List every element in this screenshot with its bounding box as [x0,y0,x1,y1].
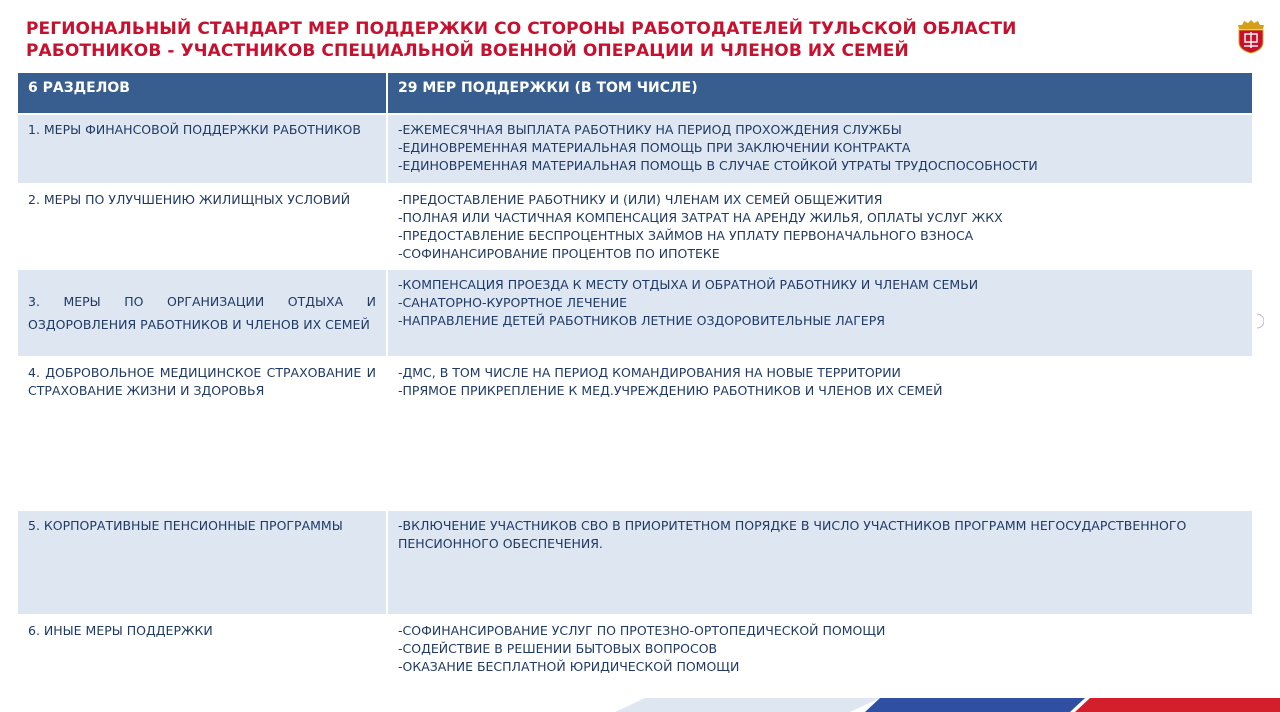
page-title-line-2: РАБОТНИКОВ - УЧАСТНИКОВ СПЕЦИАЛЬНОЙ ВОЕННОЙ ОПЕРАЦИИ И ЧЛЕНОВ ИХ СЕМЕЙ [26,41,909,61]
measure-item: -СОДЕЙСТВИЕ В РЕШЕНИИ БЫТОВЫХ ВОПРОСОВ [398,641,718,656]
section-cell: 5. КОРПОРАТИВНЫЕ ПЕНСИОННЫЕ ПРОГРАММЫ [18,511,388,614]
measure-item: -ПРЕДОСТАВЛЕНИЕ РАБОТНИКУ И (ИЛИ) ЧЛЕНАМ ИХ СЕМЕЙ ОБЩЕЖИТИЯ [398,192,883,207]
measure-item: -ЕДИНОВРЕМЕННАЯ МАТЕРИАЛЬНАЯ ПОМОЩЬ В СЛУЧАЕ СТОЙКОЙ УТРАТЫ ТРУДОСПОСОБНОСТИ [398,158,1038,173]
measures-cell [388,115,1252,183]
measure-item: -ОКАЗАНИЕ БЕСПЛАТНОЙ ЮРИДИЧЕСКОЙ ПОМОЩИ [398,659,740,674]
table-row-other [18,614,1252,684]
section-cell: 1. МЕРЫ ФИНАНСОВОЙ ПОДДЕРЖКИ РАБОТНИКОВ [18,115,388,183]
measure-item: -ПРЕДОСТАВЛЕНИЕ БЕСПРОЦЕНТНЫХ ЗАЙМОВ НА УПЛАТУ ПЕРВОНАЧАЛЬНОГО ВЗНОСА [398,228,974,243]
page-title [26,18,1176,62]
section-cell: 3. МЕРЫ ПО ОРГАНИЗАЦИИ ОТДЫХА И ОЗДОРОВЛЕНИЯ РАБОТНИКОВ И ЧЛЕНОВ ИХ СЕМЕЙ [18,270,388,356]
table-row-insurance [18,356,1252,509]
measures-cell [388,358,1252,509]
table-row-pension [18,509,1252,614]
measures-cell [388,511,1252,614]
section-cell: 2. МЕРЫ ПО УЛУЧШЕНИЮ ЖИЛИЩНЫХ УСЛОВИЙ [18,185,388,268]
support-measures-table [18,71,1252,684]
measure-item: -СОФИНАНСИРОВАНИЕ ПРОЦЕНТОВ ПО ИПОТЕКЕ [398,246,720,261]
measure-item: -ЕДИНОВРЕМЕННАЯ МАТЕРИАЛЬНАЯ ПОМОЩЬ ПРИ ЗАКЛЮЧЕНИИ КОНТРАКТА [398,140,911,155]
measure-item: -ПОЛНАЯ ИЛИ ЧАСТИЧНАЯ КОМПЕНСАЦИЯ ЗАТРАТ НА АРЕНДУ ЖИЛЬЯ, ОПЛАТЫ УСЛУГ ЖКХ [398,210,1003,225]
measure-item: -ЕЖЕМЕСЯЧНАЯ ВЫПЛАТА РАБОТНИКУ НА ПЕРИОД ПРОХОЖДЕНИЯ СЛУЖБЫ [398,122,902,137]
measures-cell [388,270,1252,356]
table-row-recreation [18,268,1252,356]
measure-item: -СОФИНАНСИРОВАНИЕ УСЛУГ ПО ПРОТЕЗНО-ОРТОПЕДИЧЕСКОЙ ПОМОЩИ [398,623,886,638]
measure-item: -ПРЯМОЕ ПРИКРЕПЛЕНИЕ К МЕД.УЧРЕЖДЕНИЮ РАБОТНИКОВ И ЧЛЕНОВ ИХ СЕМЕЙ [398,383,943,398]
header-measures: 29 МЕР ПОДДЕРЖКИ (В ТОМ ЧИСЛЕ) [388,73,1252,113]
tula-coat-of-arms-icon [1236,18,1266,54]
section-cell: 6. ИНЫЕ МЕРЫ ПОДДЕРЖКИ [18,616,388,684]
measure-item: -НАПРАВЛЕНИЕ ДЕТЕЙ РАБОТНИКОВ ЛЕТНИЕ ОЗДОРОВИТЕЛЬНЫЕ ЛАГЕРЯ [398,313,885,328]
page-title-line-1: РЕГИОНАЛЬНЫЙ СТАНДАРТ МЕР ПОДДЕРЖКИ СО СТОРОНЫ РАБОТОДАТЕЛЕЙ ТУЛЬСКОЙ ОБЛАСТИ [26,19,1017,39]
slide-edge-circle-icon [1250,312,1264,330]
measure-item: -САНАТОРНО-КУРОРТНОЕ ЛЕЧЕНИЕ [398,295,628,310]
measure-item: -ВКЛЮЧЕНИЕ УЧАСТНИКОВ СВО В ПРИОРИТЕТНОМ ПОРЯДКЕ В ЧИСЛО УЧАСТНИКОВ ПРОГРАММ НЕГОСУДАРСТВЕННОГО ПЕНСИОННОГО ОБЕСПЕЧЕНИЯ. [398,518,1187,551]
decorative-bottom-stripes [0,698,1280,712]
measures-cell [388,616,1252,684]
header-sections: 6 РАЗДЕЛОВ [18,73,388,113]
measure-item: -КОМПЕНСАЦИЯ ПРОЕЗДА К МЕСТУ ОТДЫХА И ОБРАТНОЙ РАБОТНИКУ И ЧЛЕНАМ СЕМЬИ [398,277,979,292]
table-row-financial [18,113,1252,183]
measure-item: -ДМС, В ТОМ ЧИСЛЕ НА ПЕРИОД КОМАНДИРОВАНИЯ НА НОВЫЕ ТЕРРИТОРИИ [398,365,901,380]
measures-cell [388,185,1252,268]
table-header-row [18,71,1252,113]
section-cell: 4. ДОБРОВОЛЬНОЕ МЕДИЦИНСКОЕ СТРАХОВАНИЕ И СТРАХОВАНИЕ ЖИЗНИ И ЗДОРОВЬЯ [18,358,388,509]
table-row-housing [18,183,1252,268]
